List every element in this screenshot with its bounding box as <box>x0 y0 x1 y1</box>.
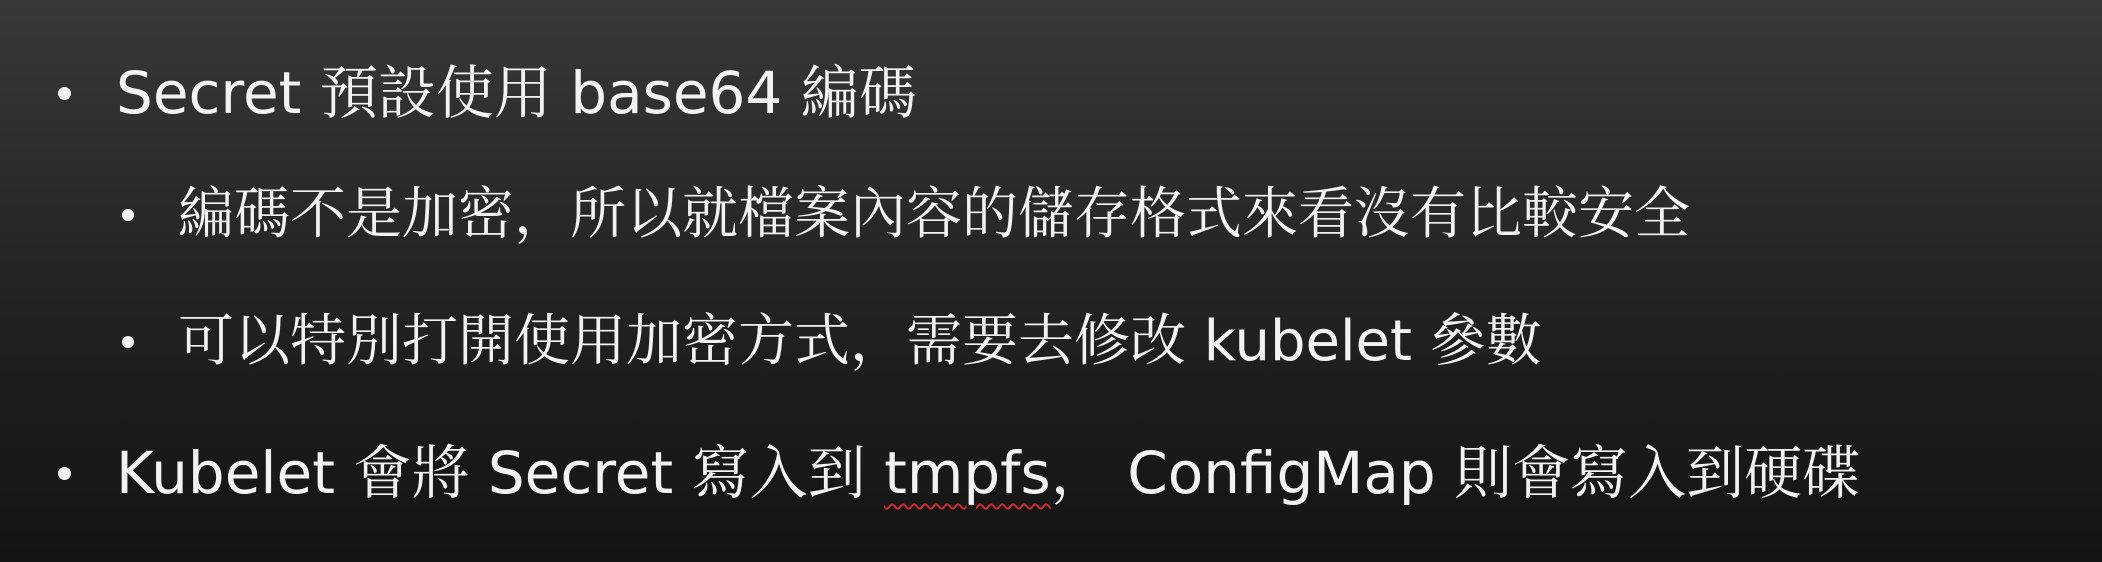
bullet-dot <box>58 87 71 100</box>
bullet-text: Secret 預設使用 base64 編碼 <box>116 59 917 127</box>
spellcheck-flagged-word: tmpfs <box>884 439 1051 507</box>
bullet-text-after: ， ConfigMap 則會寫入到硬碟 <box>1050 439 1861 507</box>
bullet-dot <box>122 336 134 348</box>
bullet-text-before: Kubelet 會將 Secret 寫入到 <box>116 439 885 507</box>
bullet-text: 編碼不是加密，所以就檔案內容的儲存格式來看沒有比較安全 <box>178 182 1690 247</box>
bullet-text: 可以特別打開使用加密方式，需要去修改 kubelet 參數 <box>178 309 1542 374</box>
bullet-text <box>116 439 1861 507</box>
sub-bullet-item <box>122 182 1690 247</box>
sub-bullet-item <box>122 309 1542 374</box>
bullet-dot <box>122 209 134 221</box>
bullet-item <box>58 59 917 127</box>
bullet-dot <box>58 467 71 480</box>
bullet-item <box>58 439 1861 507</box>
